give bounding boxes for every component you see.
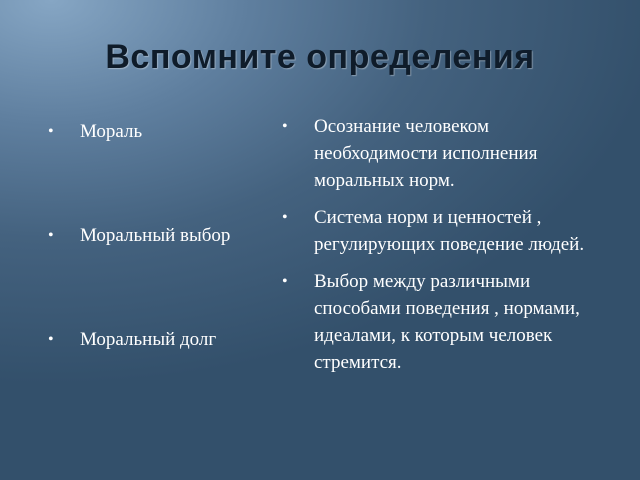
definition-item (282, 204, 612, 258)
term-text: Моральный выбор (80, 225, 231, 246)
term-text: Мораль (80, 121, 143, 142)
definition-item (282, 268, 612, 376)
definition-item (282, 113, 612, 194)
slide-title: Вспомните определения (105, 38, 535, 76)
term-item (48, 118, 278, 145)
term-item (48, 222, 278, 249)
definition-text: Система норм и ценностей , регулирующих поведение людей. (314, 207, 585, 255)
definition-text: Осознание человеком необходимости исполнения моральных норм. (314, 116, 538, 191)
bullet-icon: • (282, 118, 288, 135)
bullet-icon: • (282, 273, 288, 290)
definitions-list (282, 113, 612, 386)
bullet-icon: • (282, 209, 288, 226)
terms-list (48, 118, 278, 430)
definition-text: Выбор между различными способами поведения , нормами, идеалами, к которым человек стремится. (314, 271, 580, 373)
term-text: Моральный долг (80, 329, 217, 350)
bullet-icon: • (48, 331, 54, 348)
bullet-icon: • (48, 227, 54, 244)
term-item (48, 326, 278, 353)
bullet-icon: • (48, 123, 54, 140)
